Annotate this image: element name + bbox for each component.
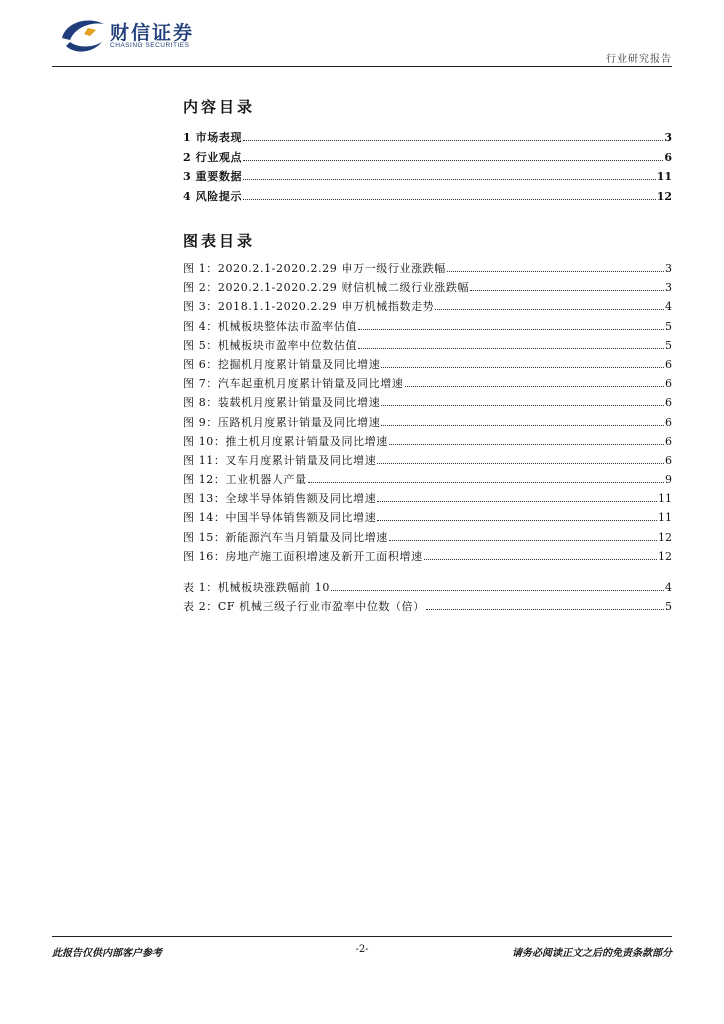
- page-number: -2-: [355, 944, 369, 955]
- figure-entry[interactable]: [183, 297, 672, 316]
- dot-leader: [435, 308, 664, 310]
- figure-entry-page: 3: [665, 262, 672, 275]
- toc-entry-page: 6: [664, 150, 672, 164]
- table-entry[interactable]: [183, 578, 672, 597]
- figure-entry[interactable]: [183, 547, 672, 566]
- toc-entry-page: 3: [664, 131, 672, 144]
- figure-entry[interactable]: [183, 317, 672, 336]
- dot-leader: [358, 328, 664, 330]
- figure-entry-label: 图 11：叉车月度累计销量及同比增速: [183, 453, 377, 467]
- toc-entry-label: 4 风险提示: [183, 189, 243, 203]
- contents-title: 内容目录: [183, 98, 256, 116]
- report-type-label: 行业研究报告: [606, 54, 672, 65]
- dot-leader: [331, 589, 664, 591]
- page-header: [52, 12, 672, 68]
- footer-disclaimer-right: 请务必阅读正文之后的免责条款部分: [512, 948, 672, 959]
- dot-leader: [308, 481, 664, 483]
- dot-leader: [243, 198, 656, 200]
- figure-entry[interactable]: [183, 528, 672, 547]
- tables-list: [183, 578, 672, 616]
- figure-entry-label: 图 6：挖掘机月度累计销量及同比增速: [183, 357, 381, 371]
- figure-entry-label: 图 1：2020.2.1-2020.2.29 申万一级行业涨跌幅: [183, 262, 446, 275]
- figure-entry[interactable]: [183, 508, 672, 527]
- company-logo: [52, 12, 202, 56]
- figure-entry-label: 图 12：工业机器人产量: [183, 473, 307, 487]
- figure-entry[interactable]: [183, 451, 672, 470]
- toc-entry[interactable]: [183, 187, 672, 207]
- figure-entry-page: 5: [665, 338, 672, 352]
- figure-entry-label: 图 10：推土机月度累计销量及同比增速: [183, 434, 388, 448]
- figure-entry[interactable]: [183, 413, 672, 432]
- dot-leader: [243, 178, 656, 180]
- dot-leader: [389, 539, 657, 541]
- toc-entry-page: 11: [656, 170, 672, 183]
- figure-entry[interactable]: [183, 278, 672, 297]
- figure-entry[interactable]: [183, 489, 672, 508]
- dot-leader: [358, 347, 664, 349]
- figure-entry-page: 11: [658, 492, 672, 506]
- dot-leader: [381, 366, 664, 368]
- dot-leader: [470, 289, 664, 291]
- figure-entry-label: 图 3：2018.1.1-2020.2.29 申万机械指数走势: [183, 300, 435, 314]
- figure-entry-label: 图 13：全球半导体销售额及同比增速: [183, 492, 377, 506]
- dot-leader: [377, 500, 657, 502]
- logo-english-name: CHASING SECURITIES: [110, 42, 190, 49]
- figure-entry[interactable]: [183, 374, 672, 393]
- footer-disclaimer-left: 此报告仅供内部客户参考: [52, 948, 162, 959]
- figure-entry-label: 图 14：中国半导体销售额及同比增速: [183, 511, 377, 525]
- figure-entry[interactable]: [183, 393, 672, 412]
- figures-title: 图表目录: [183, 232, 256, 250]
- table-entry[interactable]: [183, 597, 672, 616]
- dot-leader: [447, 270, 664, 272]
- dot-leader: [243, 139, 663, 141]
- table-entry-page: 5: [665, 600, 672, 614]
- figure-entry-page: 3: [665, 281, 672, 295]
- dot-leader: [377, 462, 664, 464]
- figure-entry[interactable]: [183, 432, 672, 451]
- figures-list: [183, 259, 672, 566]
- figure-entry-page: 9: [665, 473, 672, 487]
- figure-entry-page: 5: [665, 319, 672, 333]
- figure-entry-page: 12: [658, 530, 672, 544]
- figure-entry-label: 图 8：装载机月度累计销量及同比增速: [183, 396, 381, 410]
- figure-entry[interactable]: [183, 259, 672, 278]
- figure-entry[interactable]: [183, 355, 672, 374]
- dot-leader: [377, 519, 657, 521]
- figure-entry-label: 图 2：2020.2.1-2020.2.29 财信机械二级行业涨跌幅: [183, 281, 470, 295]
- dot-leader: [426, 608, 664, 610]
- toc-entry-label: 2 行业观点: [183, 150, 243, 164]
- figure-entry-label: 图 15：新能源汽车当月销量及同比增速: [183, 530, 388, 544]
- dot-leader: [389, 443, 664, 445]
- footer-divider: [52, 936, 672, 937]
- header-divider: [52, 66, 672, 67]
- figure-entry-label: 图 9：压路机月度累计销量及同比增速: [183, 415, 381, 429]
- figure-entry-page: 6: [665, 434, 672, 448]
- dot-leader: [381, 404, 664, 406]
- table-entry-label: 表 2：CF 机械三级子行业市盈率中位数（倍）: [183, 600, 425, 614]
- dot-leader: [381, 424, 664, 426]
- toc-entry-page: 12: [656, 189, 672, 203]
- figure-entry[interactable]: [183, 470, 672, 489]
- figure-entry-page: 4: [665, 300, 672, 314]
- table-entry-page: 4: [665, 581, 672, 594]
- logo-mark-icon: [58, 16, 108, 56]
- dot-leader: [243, 159, 663, 161]
- figure-entry-page: 11: [658, 511, 672, 525]
- toc-entry-label: 3 重要数据: [183, 170, 243, 183]
- toc-entry[interactable]: [183, 148, 672, 168]
- figure-entry-page: 12: [658, 549, 672, 563]
- figure-entry-page: 6: [665, 415, 672, 429]
- toc-entry[interactable]: [183, 128, 672, 148]
- logo-chinese-name: 财信证券: [110, 22, 195, 44]
- figure-entry-page: 6: [665, 396, 672, 410]
- figure-entry-page: 6: [665, 357, 672, 371]
- dot-leader: [424, 558, 657, 560]
- contents-list: [183, 128, 672, 206]
- dot-leader: [405, 385, 665, 387]
- figure-entry-label: 图 4：机械板块整体法市盈率估值: [183, 319, 358, 333]
- figure-entry[interactable]: [183, 336, 672, 355]
- figure-entry-label: 图 5：机械板块市盈率中位数估值: [183, 338, 358, 352]
- figure-entry-label: 图 16：房地产施工面积增速及新开工面积增速: [183, 549, 423, 563]
- toc-entry-label: 1 市场表现: [183, 131, 243, 144]
- toc-entry[interactable]: [183, 167, 672, 187]
- figure-entry-page: 6: [665, 453, 672, 467]
- table-entry-label: 表 1：机械板块涨跌幅前 10: [183, 581, 330, 594]
- figure-entry-page: 6: [665, 377, 672, 391]
- figure-entry-label: 图 7：汽车起重机月度累计销量及同比增速: [183, 377, 404, 391]
